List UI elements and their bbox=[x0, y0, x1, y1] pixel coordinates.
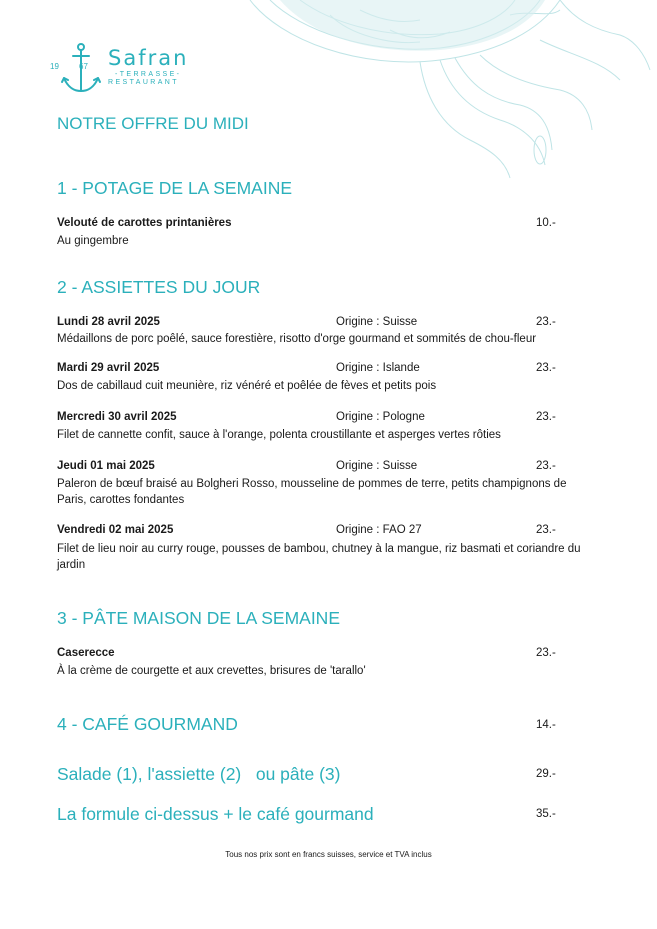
day-origin: Origine : Islande bbox=[336, 362, 420, 374]
day-price: 23.- bbox=[536, 411, 556, 423]
section-heading-assiettes: 2 - ASSIETTES DU JOUR bbox=[57, 277, 261, 297]
formule-price: 29.- bbox=[536, 768, 556, 780]
footer-note: Tous nos prix sont en francs suisses, service et TVA inclus bbox=[225, 850, 432, 859]
day-origin: Origine : Suisse bbox=[336, 316, 418, 328]
pate-title: Caserecce bbox=[57, 647, 115, 659]
logo-brand: Safran bbox=[108, 46, 189, 70]
formule-label: Salade (1), l'assiette (2) ou pâte (3) bbox=[57, 764, 341, 784]
day-price: 23.- bbox=[536, 316, 556, 328]
cafe-price: 14.- bbox=[536, 719, 556, 731]
section-heading-potage: 1 - POTAGE DE LA SEMAINE bbox=[57, 178, 293, 198]
day-title: Vendredi 02 mai 2025 bbox=[57, 524, 174, 536]
potage-price: 10.- bbox=[536, 217, 556, 229]
restaurant-logo bbox=[46, 38, 196, 98]
logo-subtitle-restaurant: RESTAURANT bbox=[108, 79, 179, 86]
section-heading-cafe: 4 - CAFÉ GOURMAND bbox=[57, 714, 238, 734]
day-title: Mercredi 30 avril 2025 bbox=[57, 411, 177, 423]
day-desc: Dos de cabillaud cuit meunière, riz vénéré et poêlée de fèves et petits pois bbox=[57, 380, 437, 392]
day-title: Jeudi 01 mai 2025 bbox=[57, 460, 155, 472]
formule-label: La formule ci-dessus + le café gourmand bbox=[57, 804, 374, 824]
day-price: 23.- bbox=[536, 460, 556, 472]
day-title: Lundi 28 avril 2025 bbox=[57, 316, 160, 328]
day-desc: Paleron de bœuf braisé au Bolgheri Rosso, mousseline de pommes de terre, petits champignons de Paris, carottes fondantes bbox=[57, 478, 567, 506]
jellyfish-illustration bbox=[240, 0, 657, 180]
potage-title: Velouté de carottes printanières bbox=[57, 217, 232, 229]
potage-desc: Au gingembre bbox=[57, 235, 129, 247]
pate-desc: À la crème de courgette et aux crevettes, brisures de 'tarallo' bbox=[57, 665, 366, 677]
day-price: 23.- bbox=[536, 362, 556, 374]
day-desc: Filet de cannette confit, sauce à l'orange, polenta croustillante et asperges vertes rôties bbox=[57, 429, 501, 441]
logo-year-left: 19 bbox=[50, 62, 59, 71]
day-origin: Origine : Pologne bbox=[336, 411, 425, 423]
logo-year-right: 67 bbox=[79, 62, 88, 71]
pate-price: 23.- bbox=[536, 647, 556, 659]
day-origin: Origine : Suisse bbox=[336, 460, 418, 472]
day-desc: Filet de lieu noir au curry rouge, pousses de bambou, chutney à la mangue, riz basmati et coriandre du jardin bbox=[57, 543, 581, 571]
section-heading-pate: 3 - PÂTE MAISON DE LA SEMAINE bbox=[57, 608, 340, 628]
page-title: NOTRE OFFRE DU MIDI bbox=[57, 114, 249, 133]
logo-subtitle-terrasse: -TERRASSE- bbox=[115, 71, 182, 78]
day-price: 23.- bbox=[536, 524, 556, 536]
formule-price: 35.- bbox=[536, 808, 556, 820]
day-desc: Médaillons de porc poêlé, sauce forestière, risotto d'orge gourmand et sommités de chou-fleur bbox=[57, 333, 537, 345]
day-origin: Origine : FAO 27 bbox=[336, 524, 422, 536]
day-title: Mardi 29 avril 2025 bbox=[57, 362, 160, 374]
